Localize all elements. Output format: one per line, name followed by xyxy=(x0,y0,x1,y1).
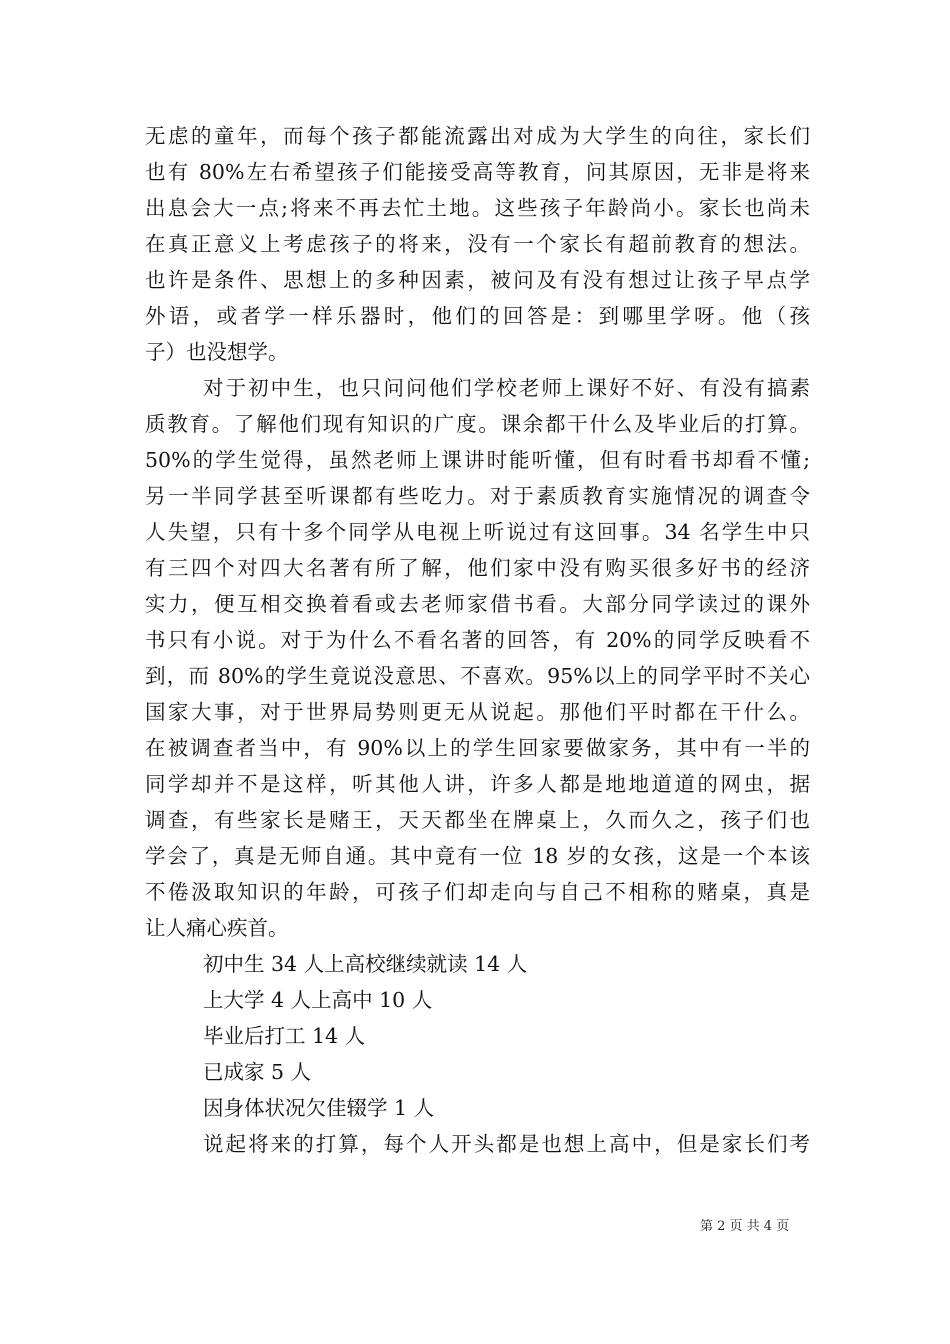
text-line: 让人痛心疾首。 xyxy=(145,916,289,940)
text-line: 质教育。了解他们现有知识的广度。课余都干什么及毕业后的打算。 xyxy=(145,412,810,436)
text-line: 外语，或者学一样乐器时，他们的回答是：到哪里学呀。他（孩 xyxy=(145,304,810,328)
text-line: 无虑的童年，而每个孩子都能流露出对成为大学生的向往，家长们 xyxy=(145,124,810,148)
stat-line: 初中生 34 人上高校继续就读 14 人 xyxy=(203,952,528,976)
text-line: 国家大事，对于世界局势则更无从说起。那他们平时都在干什么。 xyxy=(145,700,810,724)
text-line: 同学却并不是这样，听其他人讲，许多人都是地地道道的网虫，据 xyxy=(145,772,810,796)
text-line: 实力，便互相交换着看或去老师家借书看。大部分同学读过的课外 xyxy=(145,592,810,616)
paragraph-3 xyxy=(145,1126,810,1162)
paragraph-2 xyxy=(145,370,810,946)
text-line: 出息会大一点;将来不再去忙土地。这些孩子年龄尚小。家长也尚未 xyxy=(145,196,810,220)
stat-line: 毕业后打工 14 人 xyxy=(203,1024,366,1048)
paragraph-1 xyxy=(145,118,810,370)
text-line: 也有 80%左右希望孩子们能接受高等教育，问其原因，无非是将来 xyxy=(145,160,810,184)
text-line: 书只有小说。对于为什么不看名著的回答，有 20%的同学反映看不 xyxy=(145,628,810,652)
page-number-footer: 第 2 页 共 4 页 xyxy=(700,1219,790,1234)
text-line: 不倦汲取知识的年龄，可孩子们却走向与自己不相称的赌桌，真是 xyxy=(145,880,810,904)
stat-line: 上大学 4 人上高中 10 人 xyxy=(203,988,433,1012)
stat-line: 因身体状况欠佳辍学 1 人 xyxy=(203,1096,435,1120)
text-line: 也许是条件、思想上的多种因素，被问及有没有想过让孩子早点学 xyxy=(145,268,810,292)
text-line: 人失望，只有十多个同学从电视上听说过有这回事。34 名学生中只 xyxy=(145,520,810,544)
text-line: 在真正意义上考虑孩子的将来，没有一个家长有超前教育的想法。 xyxy=(145,232,810,256)
text-line: 调查，有些家长是赌王，天天都坐在牌桌上，久而久之，孩子们也 xyxy=(145,808,810,832)
text-line: 到，而 80%的学生竟说没意思、不喜欢。95%以上的同学平时不关心 xyxy=(145,664,810,688)
text-line: 另一半同学甚至听课都有些吃力。对于素质教育实施情况的调查令 xyxy=(145,484,810,508)
text-line: 说起将来的打算，每个人开头都是也想上高中，但是家长们考 xyxy=(203,1132,810,1156)
statistics-list xyxy=(145,946,810,1126)
text-line: 有三四个对四大名著有所了解，他们家中没有购买很多好书的经济 xyxy=(145,556,810,580)
stat-line: 已成家 5 人 xyxy=(203,1060,312,1084)
text-line: 子）也没想学。 xyxy=(145,340,289,364)
text-line: 在被调查者当中，有 90%以上的学生回家要做家务，其中有一半的 xyxy=(145,736,810,760)
text-line: 学会了，真是无师自通。其中竟有一位 18 岁的女孩，这是一个本该 xyxy=(145,844,810,868)
document-body xyxy=(145,118,810,1162)
text-line: 50%的学生觉得，虽然老师上课讲时能听懂，但有时看书却看不懂; xyxy=(145,448,810,472)
text-line: 对于初中生，也只问问他们学校老师上课好不好、有没有搞素 xyxy=(203,376,810,400)
